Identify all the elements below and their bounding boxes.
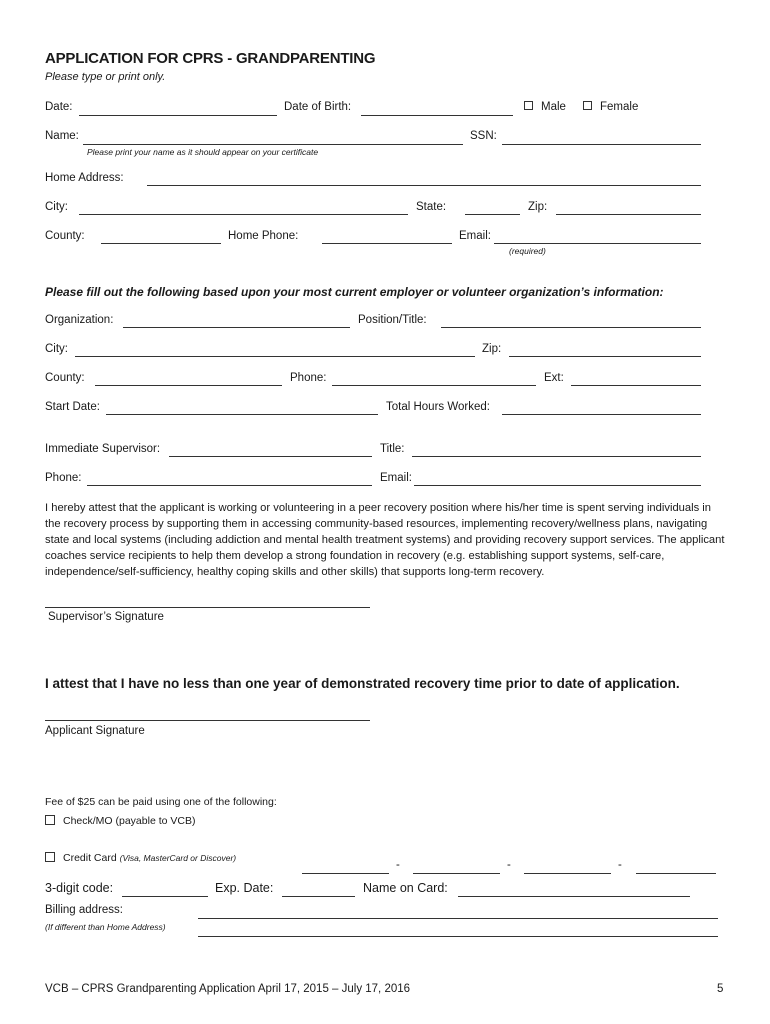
card-number-segment-4[interactable]	[636, 873, 716, 874]
total-hours-label: Total Hours Worked:	[386, 401, 490, 413]
name-note: Please print your name as it should appear on your certificate	[87, 147, 319, 157]
supervisor-title-label: Title:	[380, 443, 405, 455]
card-number-segment-1[interactable]	[302, 873, 389, 874]
credit-option[interactable]	[45, 852, 236, 864]
female-option[interactable]	[583, 101, 638, 113]
check-checkbox[interactable]	[45, 815, 55, 825]
credit-label: Credit Card	[63, 852, 117, 864]
organization-field[interactable]	[123, 327, 350, 328]
billing-address-note: (If different than Home Address)	[45, 922, 166, 932]
home-phone-label: Home Phone:	[228, 230, 299, 242]
date-label: Date:	[45, 101, 73, 113]
footer-text: VCB – CPRS Grandparenting Application April 17, 2015 – July 17, 2016	[45, 983, 411, 995]
name-on-card-field[interactable]	[458, 896, 690, 897]
card-number-segment-2[interactable]	[413, 873, 500, 874]
credit-note: (Visa, MasterCard or Discover)	[119, 853, 237, 863]
card-number-segment-3[interactable]	[524, 873, 611, 874]
supervisor-email-label: Email:	[380, 472, 412, 484]
applicant-signature-field[interactable]	[45, 720, 370, 721]
code-label: 3-digit code:	[45, 881, 114, 895]
dob-field[interactable]	[361, 115, 513, 116]
supervisor-title-field[interactable]	[412, 456, 701, 457]
exp-date-field[interactable]	[282, 896, 355, 897]
date-field[interactable]	[79, 115, 277, 116]
female-checkbox[interactable]	[583, 101, 592, 110]
name-field[interactable]	[83, 144, 463, 145]
ext-label: Ext:	[544, 372, 564, 384]
employer-heading: Please fill out the following based upon your most current employer or volunteer organization’s information:	[45, 285, 664, 299]
zip-field[interactable]	[556, 214, 701, 215]
email-field[interactable]	[494, 243, 701, 244]
page-number: 5	[717, 983, 724, 995]
state-label: State:	[416, 201, 447, 213]
employer-zip-field[interactable]	[509, 356, 701, 357]
start-date-label: Start Date:	[45, 401, 100, 413]
employer-phone-field[interactable]	[332, 385, 536, 386]
county-label: County:	[45, 230, 85, 242]
start-date-field[interactable]	[106, 414, 378, 415]
supervisor-email-field[interactable]	[414, 485, 701, 486]
supervisor-label: Immediate Supervisor:	[45, 443, 161, 455]
billing-address-field-2[interactable]	[198, 936, 718, 937]
state-field[interactable]	[465, 214, 520, 215]
dob-label: Date of Birth:	[284, 101, 352, 113]
email-note: (required)	[509, 246, 546, 256]
employer-county-label: County:	[45, 372, 85, 384]
supervisor-field[interactable]	[169, 456, 372, 457]
total-hours-field[interactable]	[502, 414, 701, 415]
card-dash-2: -	[507, 859, 511, 871]
check-option[interactable]	[45, 815, 195, 827]
name-on-card-label: Name on Card:	[363, 881, 448, 895]
home-phone-field[interactable]	[322, 243, 452, 244]
ssn-label: SSN:	[470, 130, 497, 142]
exp-date-label: Exp. Date:	[215, 881, 274, 895]
ssn-field[interactable]	[502, 144, 701, 145]
county-field[interactable]	[101, 243, 221, 244]
city-field[interactable]	[79, 214, 408, 215]
home-address-field[interactable]	[147, 185, 701, 186]
male-checkbox[interactable]	[524, 101, 533, 110]
ext-field[interactable]	[571, 385, 701, 386]
email-label: Email:	[459, 230, 491, 242]
recovery-statement: I attest that I have no less than one year of demonstrated recovery time prior to date of application.	[45, 676, 680, 691]
billing-address-field-1[interactable]	[198, 918, 718, 919]
employer-city-field[interactable]	[75, 356, 475, 357]
employer-zip-label: Zip:	[482, 343, 502, 355]
attestation-paragraph: I hereby attest that the applicant is working or volunteering in a peer recovery position where his/her time is spent serving individuals in the recovery process by supporting them in accessing community-based resources, implementing recovery/wellness plans, navigating state and local systems (including addiction and mental health treatment systems) and providing recovery support services. The applicant coaches service recipients to help them develop a strong foundation in recovery (e.g. establishing support systems, self-care, independence/self-sufficiency, healthy coping skills and other skills) that supports long-term recovery.	[45, 502, 725, 578]
supervisor-signature-label: Supervisor’s Signature	[48, 611, 164, 623]
card-dash-1: -	[396, 859, 400, 871]
billing-address-label: Billing address:	[45, 904, 123, 916]
female-label: Female	[600, 101, 639, 113]
card-dash-3: -	[618, 859, 622, 871]
check-label: Check/MO (payable to VCB)	[63, 815, 196, 827]
name-label: Name:	[45, 130, 79, 142]
male-option[interactable]	[524, 101, 566, 113]
page-subtitle: Please type or print only.	[45, 71, 166, 83]
page-title: APPLICATION FOR CPRS - GRANDPARENTING	[45, 50, 376, 67]
position-field[interactable]	[441, 327, 701, 328]
employer-county-field[interactable]	[95, 385, 282, 386]
position-label: Position/Title:	[358, 314, 427, 326]
fee-text: Fee of $25 can be paid using one of the following:	[45, 796, 277, 808]
applicant-signature-label: Applicant Signature	[45, 725, 145, 737]
zip-label: Zip:	[528, 201, 548, 213]
male-label: Male	[541, 101, 566, 113]
home-address-label: Home Address:	[45, 172, 124, 184]
supervisor-phone-field[interactable]	[87, 485, 372, 486]
organization-label: Organization:	[45, 314, 114, 326]
employer-city-label: City:	[45, 343, 68, 355]
code-field[interactable]	[122, 896, 208, 897]
supervisor-phone-label: Phone:	[45, 472, 82, 484]
city-label: City:	[45, 201, 68, 213]
credit-checkbox[interactable]	[45, 852, 55, 862]
employer-phone-label: Phone:	[290, 372, 327, 384]
supervisor-signature-field[interactable]	[45, 607, 370, 608]
